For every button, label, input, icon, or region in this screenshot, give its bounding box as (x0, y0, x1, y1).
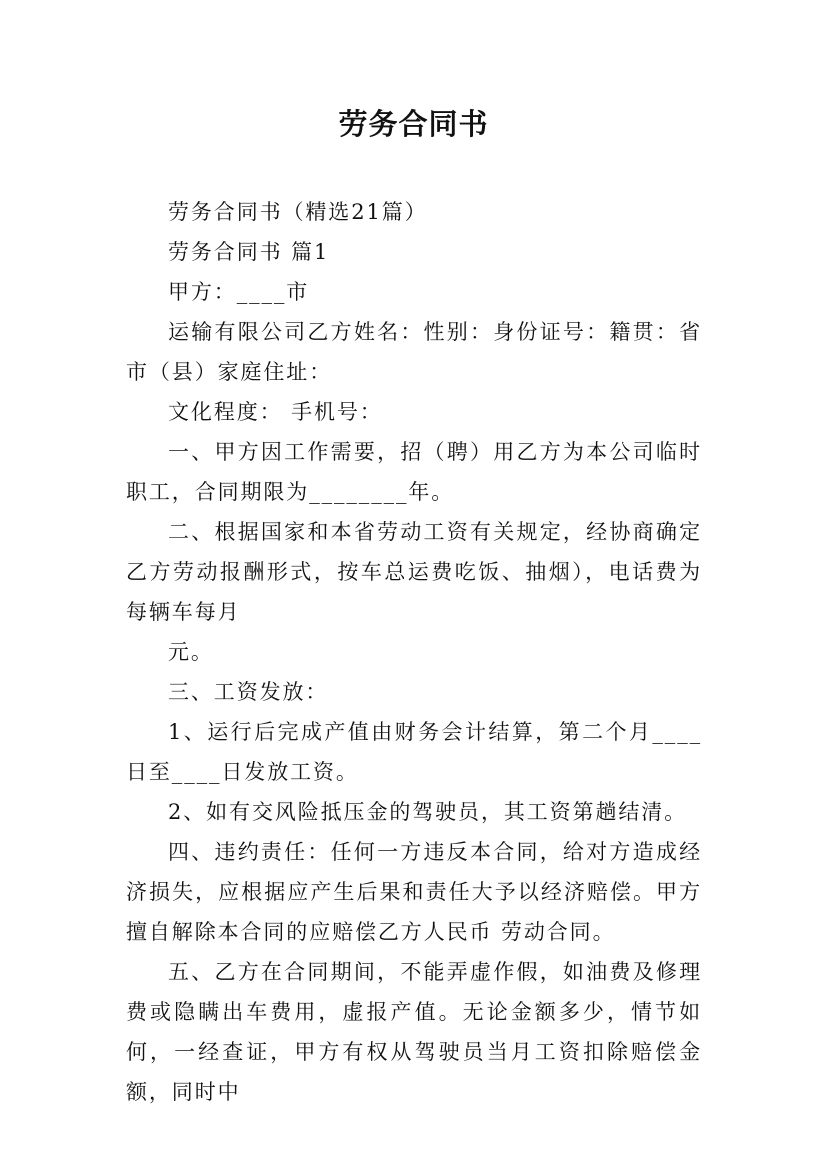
paragraph: 一、甲方因工作需要，招（聘）用乙方为本公司临时职工，合同期限为________年。 (126, 440, 702, 504)
paragraph: 1、运行后完成产值由财务会计结算，第二个月____日至____日发放工资。 (126, 720, 702, 784)
paragraph: 文化程度： 手机号： (168, 400, 383, 424)
paragraph: 2、如有交风险抵压金的驾驶员，其工资第趟结清。 (168, 800, 688, 824)
paragraph: 运输有限公司乙方姓名：性别：身份证号：籍贯：省市（县）家庭住址： (126, 320, 702, 384)
document-body (126, 192, 702, 1112)
paragraph: 二、根据国家和本省劳动工资有关规定，经协商确定乙方劳动报酬形式，按车总运费吃饭、抽烟），电话费为每辆车每月 (126, 520, 702, 624)
paragraph: 劳务合同书（精选21篇） (168, 200, 428, 224)
paragraph: 四、违约责任：任何一方违反本合同，给对方造成经济损失，应根据应产生后果和责任大予以经济赔偿。甲方擅自解除本合同的应赔偿乙方人民币 劳动合同。 (126, 840, 702, 944)
document-title: 劳务合同书 (338, 107, 489, 141)
paragraph: 劳务合同书 篇1 (168, 240, 330, 264)
paragraph: 甲方：____市 (168, 280, 310, 304)
paragraph: 三、工资发放： (168, 680, 329, 704)
paragraph: 五、乙方在合同期间，不能弄虚作假，如油费及修理费或隐瞒出车费用，虚报产值。无论金额多少，情节如何，一经查证，甲方有权从驾驶员当月工资扣除赔偿金额，同时中 (126, 960, 702, 1104)
paragraph: 元。 (168, 640, 214, 664)
